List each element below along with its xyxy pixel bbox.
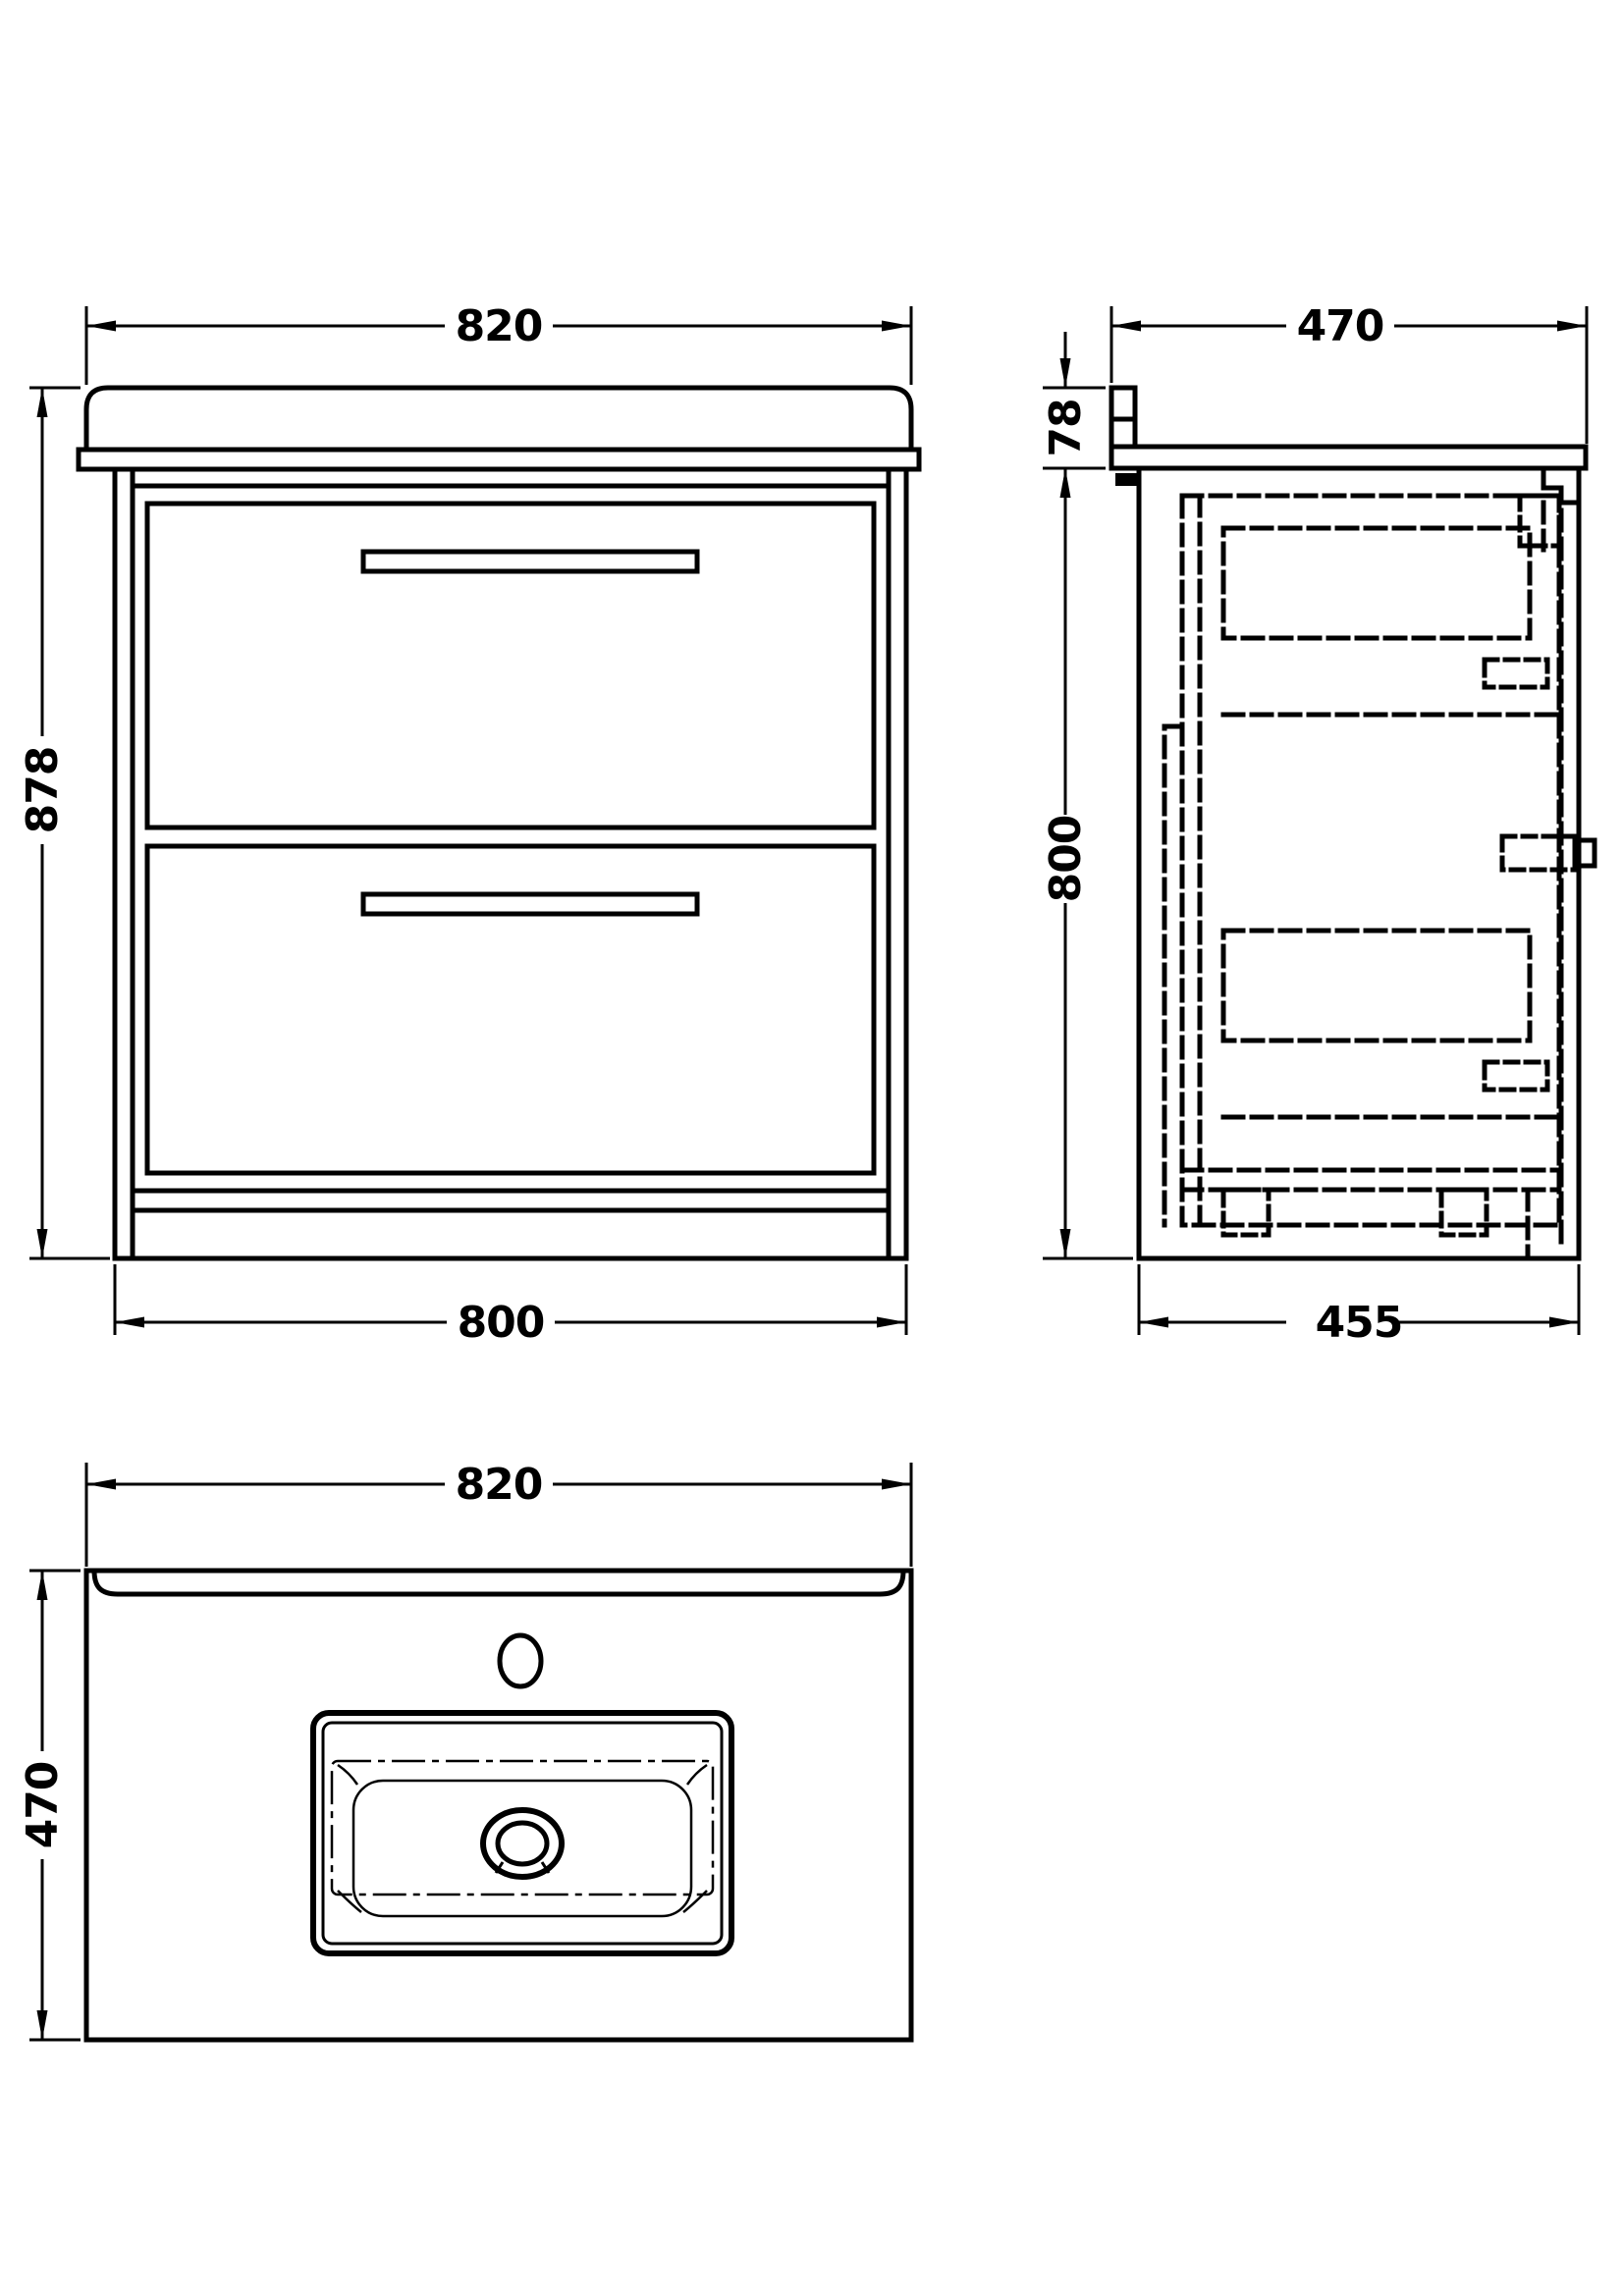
- drawer-2-handle: [363, 894, 697, 914]
- dim-front-width-top: 820: [455, 301, 543, 351]
- drawer-2-runner-dashed: [1485, 1062, 1547, 1090]
- dim-front-width-bottom: 800: [457, 1298, 545, 1348]
- side-view: [1041, 301, 1595, 1348]
- dim-plan-width: 820: [455, 1460, 543, 1510]
- hinge-plate-dashed: [1520, 496, 1559, 546]
- countertop-slab: [86, 388, 911, 450]
- dim-side-depth-top: 470: [1296, 301, 1384, 351]
- arrowhead: [37, 388, 48, 417]
- side-depth-bottom-dimension: [1139, 1264, 1579, 1348]
- countertop-plan-outline: [86, 1571, 911, 2040]
- plan-depth-dimension: [18, 1571, 81, 2040]
- arrowhead: [86, 321, 116, 332]
- basin-inner-rim: [323, 1723, 722, 1944]
- back-panel-dashed: [1164, 726, 1182, 1225]
- plan-view: [18, 1460, 911, 2040]
- cabinet-outline: [115, 469, 906, 1258]
- foot-dashed-right: [1441, 1190, 1487, 1235]
- front-view: [18, 301, 919, 1348]
- foot-dashed-left: [1223, 1190, 1269, 1235]
- countertop-edge-band: [79, 450, 919, 469]
- drawer-1-box-dashed: [1223, 528, 1530, 638]
- arrowhead: [882, 321, 911, 332]
- drawer-1-runner-dashed: [1485, 660, 1547, 687]
- mid-bracket-dashed: [1502, 836, 1579, 870]
- arrowhead: [1060, 358, 1071, 388]
- front-width-top-dimension: [86, 301, 911, 385]
- arrowhead: [37, 2010, 48, 2040]
- plan-width-dimension: [86, 1460, 911, 1567]
- drain-outer: [483, 1810, 562, 1877]
- bowl-corner-curve-tl: [338, 1765, 357, 1785]
- drawer-2-box-dashed: [1223, 931, 1530, 1041]
- arrowhead: [37, 1229, 48, 1258]
- arrowhead: [1060, 1229, 1071, 1258]
- countertop-slab-side: [1111, 447, 1586, 468]
- drawer-1-handle: [363, 552, 697, 571]
- side-height-dimensions: [1041, 332, 1133, 1258]
- arrowhead: [1549, 1317, 1579, 1328]
- arrowhead: [86, 1479, 116, 1490]
- front-height-dimension: [18, 388, 110, 1258]
- bowl-bottom: [353, 1781, 691, 1916]
- arrowhead: [1139, 1317, 1168, 1328]
- dim-side-counter-height: 78: [1041, 399, 1091, 457]
- dim-side-cabinet-height: 800: [1041, 815, 1091, 903]
- arrowhead: [37, 1571, 48, 1600]
- dim-side-cabinet-depth: 455: [1315, 1298, 1403, 1348]
- arrowhead: [1557, 321, 1587, 332]
- bowl-corner-curve-tr: [687, 1765, 707, 1785]
- arrowhead: [1060, 468, 1071, 498]
- arrowhead: [877, 1317, 906, 1328]
- cabinet-side-outline: [1139, 468, 1579, 1258]
- arrowhead: [1111, 321, 1141, 332]
- front-edge-line: [94, 1571, 903, 1594]
- arrowhead: [115, 1317, 144, 1328]
- arrowhead: [882, 1479, 911, 1490]
- tap-hole: [500, 1635, 541, 1686]
- drain-inner: [498, 1823, 547, 1864]
- front-width-bottom-dimension: [115, 1264, 906, 1348]
- dim-front-height: 878: [18, 746, 68, 834]
- side-depth-top-dimension: [1111, 301, 1587, 444]
- dim-plan-depth: 470: [18, 1761, 68, 1849]
